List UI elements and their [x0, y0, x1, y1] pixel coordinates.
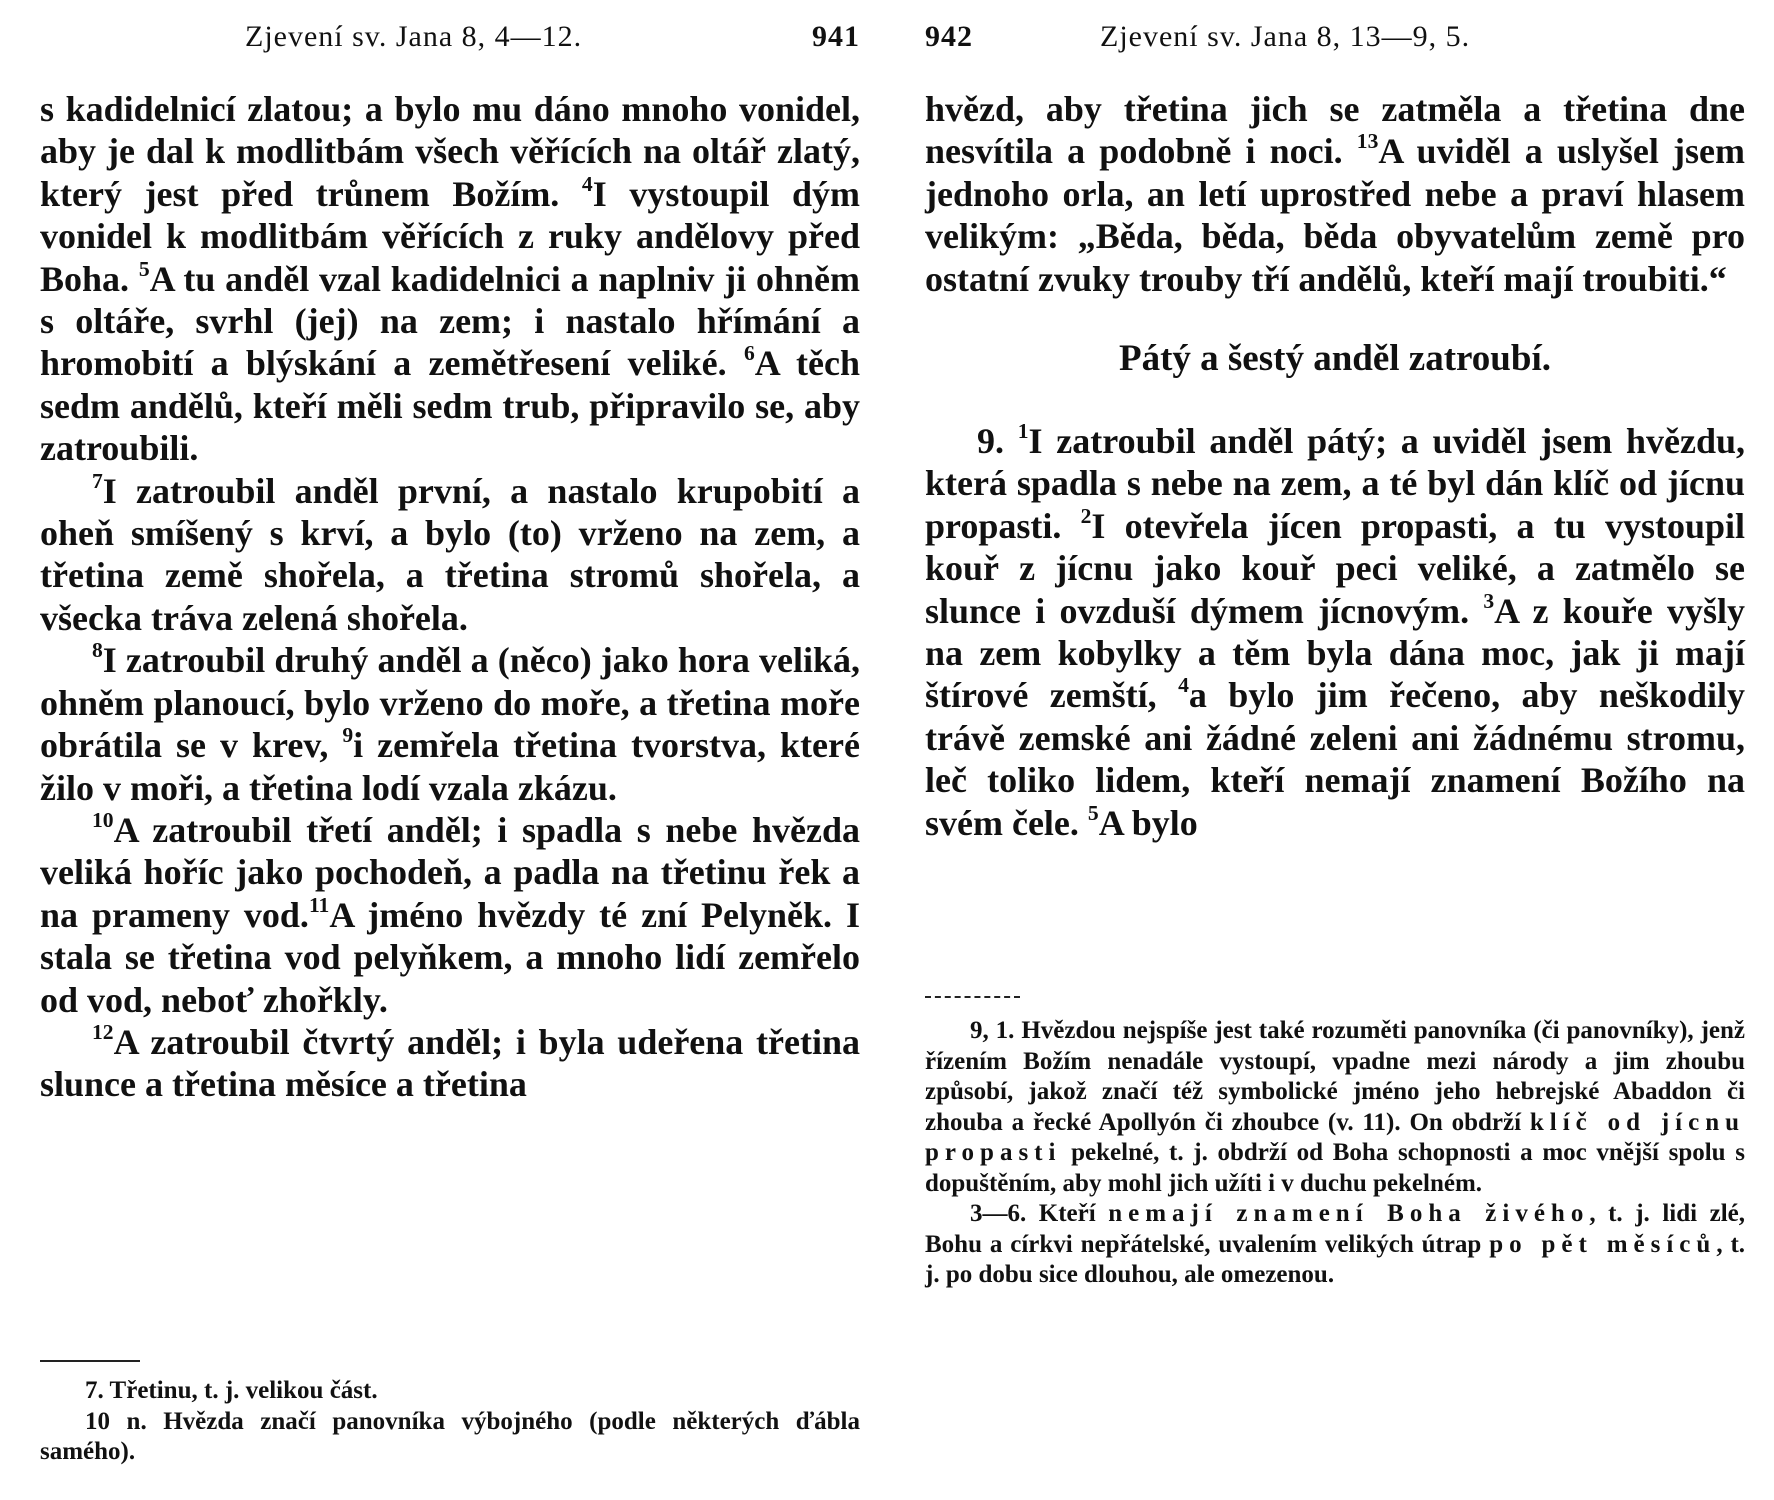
verse-text: I otevřela jícen propasti, a tu vystoupil kouř z jícnu jako kouř peci veliké, a zatmělo se slunce i ovzduší dýmem jícnovým. [925, 505, 1745, 631]
verse-number: 8 [92, 638, 103, 663]
right-footnotes [925, 1016, 1745, 1291]
right-page-header [925, 20, 1745, 60]
verse-text: A zatroubil čtvrtý anděl; i byla udeřena třetina slunce a třetina měsíce a třetina [40, 1021, 860, 1105]
left-page-body [40, 88, 860, 1106]
verse-text: A bylo [1098, 802, 1198, 843]
verse-text: I zatroubil anděl pátý; a uviděl jsem hvězdu, která spadla s nebe na zem, a té byl dán klíč od jícnu propasti. [925, 421, 1746, 546]
verse-number: 7 [92, 468, 103, 493]
section-heading: Pátý a šestý anděl zatroubí. [1118, 338, 1551, 380]
spaced-emphasis: klíč od jícnu propasti [925, 1108, 1745, 1166]
verse-text: 3—6. Kteří [970, 1200, 1109, 1227]
verse-text: I vystoupil dým vonidel k modlitbám věřících z ruky andělovy před Boha. [40, 173, 860, 299]
verse-text: hvězd, aby třetina jich se zatměla a třetina dne nesvítila a podobně i noci. [925, 89, 1745, 172]
verse-text: A zatroubil třetí anděl; i spadla s nebe hvězda veliká hoříc jako pochodeň, a padla na třetinu řek a na prameny vod. [40, 809, 860, 935]
verse-text: A těch sedm andělů, kteří měli sedm trub, připravilo se, aby zatroubili. [40, 343, 861, 469]
verse-paragraph [925, 420, 1745, 844]
verse-text: A z kouře vyšly na zem kobylky a těm byla dána moc, jak ji mají štírové zemští, [925, 590, 1745, 716]
running-title: Zjevení sv. Jana 8, 4—12. [245, 20, 583, 53]
verse-text: , t. j. lidi zlé, Bohu a církvi nepřátelské, uvalením velikých útrap [925, 1200, 1745, 1258]
verse-text: pekelné, t. j. obdrží od Boha schopnosti a moc vnější spolu s dopuštěním, aby mohl jich užíti i v duchu pekelném. [925, 1139, 1745, 1197]
verse-text: A tu anděl vzal kadidelnici a naplniv ji ohněm s oltáře, svrhl (jej) na zem; i nastalo hřímání a hromobití a blýskání a zemětřesení veliké. [40, 258, 860, 384]
page-number: 941 [812, 20, 860, 53]
verse-paragraph [40, 1021, 860, 1106]
verse-number: 4 [1178, 673, 1189, 698]
verse-paragraph [40, 809, 860, 1021]
verse-number: 5 [1087, 800, 1099, 825]
verse-number: 4 [581, 171, 593, 196]
left-footnotes [40, 1376, 860, 1468]
verse-text: s kadidelnicí zlatou; a bylo mu dáno mnoho vonidel, aby je dal k modlitbám všech věřících na oltář zlatý, který jest před trůnem Božím. [40, 89, 860, 214]
verse-number: 13 [1356, 129, 1379, 154]
footnote: 10 n. Hvězda značí panovníka výbojného (podle některých ďábla samého). [40, 1407, 860, 1465]
footnote [925, 1016, 1745, 1199]
footnote: 7. Třetinu, t. j. velikou část. [85, 1377, 378, 1404]
verse-text: A uviděl a uslyšel jsem jednoho orla, an letí uprostřed nebe a praví hlasem velikým: „Běda, běda, běda obyvatelům země pro ostatní zvuky trouby tří andělů, kteří mají troubiti.“ [925, 131, 1745, 299]
verse-number: 12 [92, 1019, 114, 1044]
verse-number: 9 [342, 722, 354, 747]
right-page [925, 0, 1745, 1500]
verse-number: 1 [1017, 418, 1029, 443]
page-number: 942 [925, 20, 973, 53]
verse-number: 2 [1080, 503, 1092, 528]
footnote-divider [40, 1360, 140, 1362]
verse-number: 11 [308, 892, 330, 917]
left-page-header [40, 20, 860, 60]
verse-paragraph [40, 88, 860, 470]
left-page [40, 0, 860, 1500]
spaced-emphasis: nemají znamení Boha živého [1108, 1200, 1590, 1227]
verse-text: a bylo jim řečeno, aby neškodily trávě zemské ani žádné zeleni ani žádnému stromu, leč toliko lidem, kteří nemají znamení Božího na svém čele. [925, 675, 1745, 843]
verse-number: 3 [1483, 588, 1495, 613]
verse-number: 10 [92, 807, 114, 832]
verse-text: i zemřela třetina tvorstva, které žilo v moři, a třetina lodí vzala zkázu. [40, 725, 860, 808]
verse-text: 9, 1. Hvězdou nejspíše jest také rozuměti panovníka (či panovníky), jenž řízením Božím nenadále vystoupí, vpadne mezi národy a jim zhoubu způsobí, jakož značí též symbolické jméno jeho hebrejské Abaddon či zhouba a řecké Apollyón či zhoubce (v. 11). On obdrží [925, 1017, 1745, 1136]
footnote [925, 1199, 1745, 1291]
verse-text: A jméno hvězdy té zní Pelyněk. I stala se třetina vod pelyňkem, a mnoho lidí zemřelo od vod, neboť zhořkly. [40, 894, 860, 1020]
spaced-emphasis: po pět měsíců [1489, 1230, 1717, 1258]
footnote-divider [925, 996, 1020, 998]
verse-text: I zatroubil anděl první, a nastalo krupobití a oheň smíšený s krví, a bylo (to) vrženo na zem, a třetina země shořela, a třetina stromů shořela, a všecka tráva zelená shořela. [40, 470, 860, 638]
verse-paragraph [40, 639, 860, 809]
verse-number: 5 [138, 256, 150, 281]
chapter-number: 9. [977, 421, 1004, 462]
right-page-body [925, 88, 1745, 844]
verse-text: , t. j. po dobu sice dlouhou, ale omezenou. [925, 1230, 1746, 1288]
verse-paragraph [925, 88, 1745, 300]
verse-text: I zatroubil druhý anděl a (něco) jako hora veliká, ohněm planoucí, bylo vrženo do moře, a třetina moře obrátila se v krev, [40, 640, 860, 766]
running-title: Zjevení sv. Jana 8, 13—9, 5. [1100, 20, 1471, 53]
verse-paragraph [40, 470, 860, 640]
verse-number: 6 [743, 341, 755, 366]
